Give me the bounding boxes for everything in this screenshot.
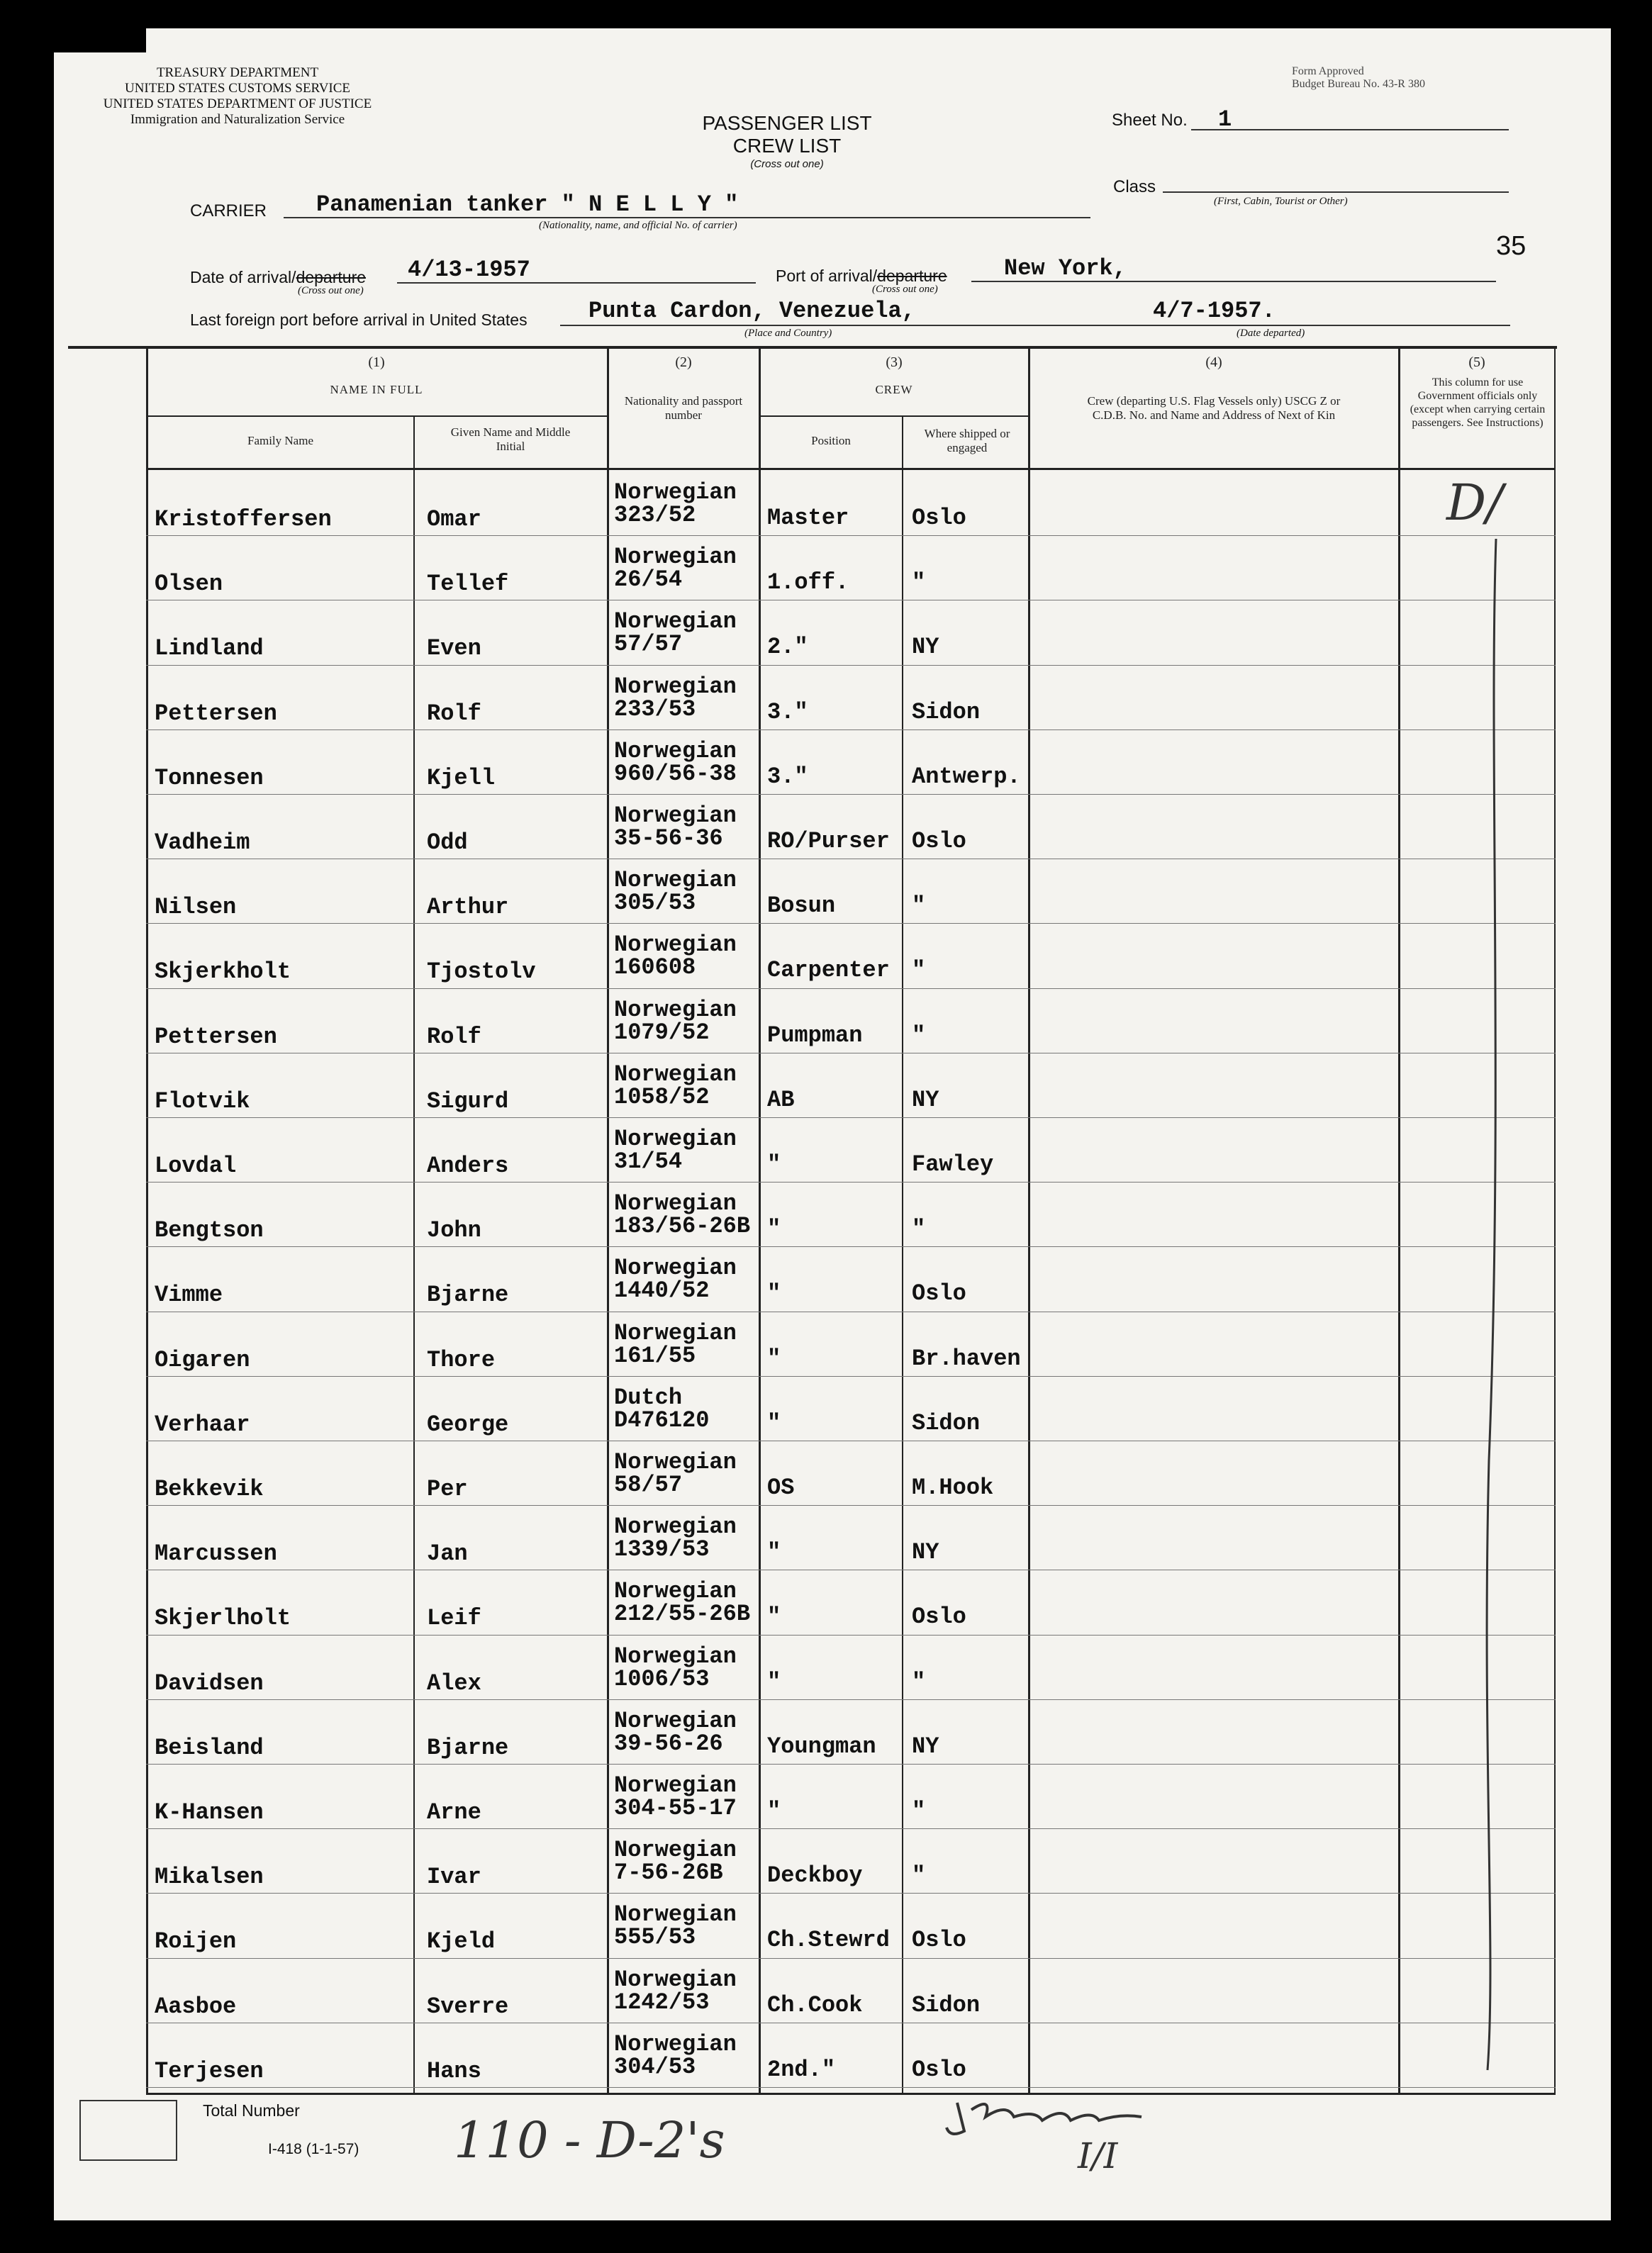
given-name: Arne — [427, 1799, 481, 1826]
crew-position: 3." — [767, 763, 808, 790]
passport-number: 160608 — [614, 954, 696, 981]
nationality: Norwegian — [614, 737, 737, 764]
crew-position: Youngman — [767, 1733, 876, 1760]
row-rule — [146, 1635, 1556, 1636]
crew-position: " — [767, 1409, 781, 1436]
nationality: Norwegian — [614, 1707, 737, 1734]
where-shipped: M.Hook — [912, 1475, 994, 1501]
col-divider-crew — [759, 349, 761, 2093]
nationality: Norwegian — [614, 1578, 737, 1605]
nationality: Norwegian — [614, 1837, 737, 1864]
family-name: Mikalsen — [155, 1864, 264, 1891]
class-note: (First, Cabin, Tourist or Other) — [1214, 196, 1348, 207]
crew-position: 3." — [767, 698, 808, 725]
given-name: Sverre — [427, 1993, 509, 2020]
passport-number: 1079/52 — [614, 1019, 710, 1046]
initials: I/I — [1078, 2135, 1118, 2176]
where-shipped: NY — [912, 1733, 939, 1760]
crew-position: 1.off. — [767, 569, 849, 596]
passport-number: 212/55-26B — [614, 1601, 751, 1628]
row-rule — [146, 1376, 1556, 1377]
handwritten-code: 110 - D-2's — [454, 2111, 725, 2169]
class-label: Class — [1113, 177, 1156, 196]
family-name: Kristoffersen — [155, 506, 332, 532]
row-rule — [146, 1246, 1556, 1247]
family-name: Vadheim — [155, 829, 250, 856]
given-name: Even — [427, 635, 481, 662]
passport-number: 35-56-36 — [614, 825, 723, 851]
given-name: Tjostolv — [427, 958, 536, 985]
family-name: Vimme — [155, 1282, 223, 1309]
nationality: Norwegian — [614, 932, 737, 958]
row-rule — [146, 1764, 1556, 1765]
nationality: Norwegian — [614, 479, 737, 505]
family-name: Aasboe — [155, 1993, 237, 2020]
table-left-border — [146, 349, 148, 2093]
nationality: Norwegian — [614, 1319, 737, 1346]
col4-title: Crew (departing U.S. Flag Vessels only) USCG Z or C.D.B. No. and Name and Address of Next of Kin — [1087, 394, 1341, 422]
passport-number: 39-56-26 — [614, 1730, 723, 1757]
col2-title: Nationality and passport number — [624, 394, 743, 422]
row-rule — [146, 1699, 1556, 1700]
nationality: Norwegian — [614, 996, 737, 1023]
given-name: Arthur — [427, 894, 509, 921]
where-shipped: NY — [912, 634, 939, 661]
crew-position: Bosun — [767, 893, 836, 919]
passport-number: 1058/52 — [614, 1083, 710, 1110]
port-label: Port of arrival/departure — [776, 267, 947, 285]
arrival-date-value: 4/13-1957 — [408, 257, 530, 283]
given-name: Thore — [427, 1346, 496, 1373]
passport-number: 7-56-26B — [614, 1860, 723, 1886]
agency-line-2: UNITED STATES CUSTOMS SERVICE — [124, 81, 351, 96]
col5-mark: D/ — [1446, 474, 1503, 532]
col1-title: NAME IN FULL — [330, 383, 423, 396]
nationality: Norwegian — [614, 1061, 737, 1088]
family-name: K-Hansen — [155, 1799, 264, 1826]
nationality: Norwegian — [614, 1449, 737, 1475]
where-shipped: Sidon — [912, 1409, 981, 1436]
nationality: Norwegian — [614, 803, 737, 829]
given-name: Anders — [427, 1153, 509, 1179]
agency-line-4: Immigration and Naturalization Service — [130, 112, 345, 127]
nationality: Norwegian — [614, 1126, 737, 1152]
given-name: Ivar — [427, 1864, 481, 1891]
port-cross-out-note: (Cross out one) — [872, 284, 938, 295]
position-header: Position — [811, 434, 851, 447]
row-rule — [146, 1958, 1556, 1959]
arrival-cross-out-note: (Cross out one) — [298, 285, 364, 296]
header-bottom-rule — [146, 468, 1556, 470]
where-shipped: Oslo — [912, 1927, 966, 1954]
nationality: Norwegian — [614, 2030, 737, 2057]
crew-position: " — [767, 1798, 781, 1824]
given-name: Hans — [427, 2057, 481, 2084]
where-shipped: " — [912, 1216, 926, 1243]
table-bottom-rule — [146, 2093, 1556, 2095]
given-name-header: Given Name and Middle Initial — [450, 425, 571, 453]
title-cross-out-note: (Cross out one) — [750, 158, 824, 170]
form-approved — [1292, 65, 1425, 91]
given-name: Leif — [427, 1605, 481, 1632]
crew-position: Deckboy — [767, 1862, 863, 1889]
family-name: Marcussen — [155, 1541, 277, 1567]
where-shipped: Antwerp. — [912, 763, 1021, 790]
agency-line-1: TREASURY DEPARTMENT — [156, 65, 319, 80]
given-name: Jan — [427, 1541, 468, 1567]
form-title — [681, 112, 893, 172]
crew-position: Ch.Stewrd — [767, 1927, 890, 1954]
family-name: Flotvik — [155, 1088, 250, 1114]
passport-number: 304-55-17 — [614, 1795, 737, 1821]
where-shipped: " — [912, 1798, 926, 1824]
last-port-underline — [560, 325, 1510, 326]
crew-position: Master — [767, 505, 849, 531]
passport-number: 58/57 — [614, 1472, 683, 1498]
passport-number: 960/56-38 — [614, 760, 737, 787]
given-name: Alex — [427, 1670, 481, 1696]
family-name: Bengtson — [155, 1217, 264, 1244]
agency-block — [85, 65, 390, 128]
col-divider-given — [413, 415, 415, 2093]
row-rule — [146, 1893, 1556, 1894]
passport-number: 1440/52 — [614, 1278, 710, 1304]
family-name: Roijen — [155, 1928, 237, 1955]
total-number-label: Total Number — [203, 2101, 300, 2120]
nationality: Norwegian — [614, 608, 737, 635]
family-name: Davidsen — [155, 1670, 264, 1696]
passport-number: 161/55 — [614, 1342, 696, 1369]
given-name: Tellef — [427, 571, 509, 598]
family-name: Skjerlholt — [155, 1605, 291, 1632]
nationality: Norwegian — [614, 1966, 737, 1993]
passport-number: 1339/53 — [614, 1536, 710, 1563]
nationality: Norwegian — [614, 1772, 737, 1799]
where-shipped: " — [912, 1668, 926, 1695]
sheet-underline — [1191, 129, 1509, 130]
passport-number: 304/53 — [614, 2053, 696, 2080]
family-name: Lovdal — [155, 1153, 237, 1179]
sheet-label: Sheet No. — [1112, 111, 1188, 130]
family-name: Terjesen — [155, 2057, 264, 2084]
given-name: Bjarne — [427, 1282, 509, 1309]
total-number-box — [79, 2100, 177, 2161]
crew-position: " — [767, 1151, 781, 1178]
last-port-value: Punta Cardon, Venezuela, — [588, 298, 915, 324]
carrier-value: Panamenian tanker " N E L L Y " — [316, 191, 739, 218]
passport-number: 1242/53 — [614, 1989, 710, 2016]
nationality: Norwegian — [614, 1255, 737, 1282]
table-right-border — [1554, 349, 1556, 2093]
given-name: Kjell — [427, 764, 496, 791]
given-name: Per — [427, 1476, 468, 1502]
row-rule — [146, 923, 1556, 924]
row-rule — [146, 665, 1556, 666]
crew-position: " — [767, 1604, 781, 1631]
crew-position: OS — [767, 1475, 795, 1501]
carrier-note: (Nationality, name, and official No. of carrier) — [539, 220, 737, 231]
row-rule — [146, 729, 1556, 730]
signature-svg — [943, 2089, 1156, 2145]
given-name: Kjeld — [427, 1928, 496, 1955]
passport-number: D476120 — [614, 1407, 710, 1433]
col3-title: CREW — [875, 383, 913, 396]
where-shipped: NY — [912, 1086, 939, 1113]
table-top-rule — [68, 346, 1557, 349]
form-approved-line-2: Budget Bureau No. 43-R 380 — [1292, 78, 1425, 90]
signature-stroke — [947, 2103, 1142, 2134]
row-rule — [146, 1505, 1556, 1506]
nationality: Norwegian — [614, 544, 737, 571]
official-mark-svg — [1411, 468, 1553, 2091]
given-name: Odd — [427, 829, 468, 856]
row-rule — [146, 1182, 1556, 1183]
row-rule — [146, 2087, 1556, 2088]
crew-position: " — [767, 1345, 781, 1372]
where-shipped: Fawley — [912, 1151, 994, 1178]
passport-number: 183/56-26B — [614, 1213, 751, 1240]
crew-position: " — [767, 1216, 781, 1243]
crew-position: " — [767, 1668, 781, 1695]
family-name: Lindland — [155, 635, 264, 662]
family-name: Bekkevik — [155, 1476, 264, 1502]
passport-number: 1006/53 — [614, 1665, 710, 1692]
family-name: Tonnesen — [155, 764, 264, 791]
nationality: Dutch — [614, 1384, 683, 1411]
where-shipped: Oslo — [912, 1604, 966, 1631]
where-shipped: Oslo — [912, 505, 966, 531]
family-name: Beisland — [155, 1734, 264, 1761]
official-bracket-line — [1487, 539, 1496, 2070]
given-name: George — [427, 1411, 509, 1438]
nationality: Norwegian — [614, 1643, 737, 1670]
title-crew-list: CREW LIST — [732, 135, 842, 157]
col3-number: (3) — [886, 354, 903, 370]
where-shipped: Sidon — [912, 1991, 981, 2018]
port-value: New York, — [1004, 255, 1127, 281]
col-divider-col4 — [1028, 349, 1030, 2093]
crew-position: 2." — [767, 634, 808, 661]
crew-position: AB — [767, 1086, 795, 1113]
agency-line-3: UNITED STATES DEPARTMENT OF JUSTICE — [103, 96, 372, 111]
given-name: Rolf — [427, 1023, 481, 1050]
form-number: I-418 (1-1-57) — [268, 2141, 359, 2157]
date-departed-value: 4/7-1957. — [1153, 298, 1276, 324]
where-shipped: Oslo — [912, 2056, 966, 2083]
passport-number: 31/54 — [614, 1148, 683, 1175]
col1-number: (1) — [368, 354, 385, 370]
nationality: Norwegian — [614, 1514, 737, 1541]
name-subheader-rule — [146, 415, 608, 417]
carrier-label: CARRIER — [190, 201, 267, 220]
row-rule — [146, 988, 1556, 989]
family-name-header: Family Name — [247, 434, 313, 447]
where-shipped: " — [912, 1862, 926, 1889]
crew-position: Carpenter — [767, 957, 890, 984]
family-name: Pettersen — [155, 1023, 277, 1050]
title-passenger-list: PASSENGER LIST — [702, 112, 872, 134]
given-name: Rolf — [427, 700, 481, 727]
col-divider-nationality — [607, 349, 609, 2093]
given-name: John — [427, 1217, 481, 1244]
page-number: 35 — [1496, 231, 1527, 261]
nationality: Norwegian — [614, 1190, 737, 1217]
where-shipped: Oslo — [912, 1280, 966, 1307]
col-divider-shipped — [902, 415, 903, 2093]
col4-number: (4) — [1205, 354, 1222, 370]
where-shipped: NY — [912, 1539, 939, 1566]
nationality: Norwegian — [614, 673, 737, 700]
family-name: Olsen — [155, 571, 223, 598]
place-note: (Place and Country) — [744, 328, 832, 339]
family-name: Pettersen — [155, 700, 277, 727]
row-rule — [146, 794, 1556, 795]
crew-position: 2nd." — [767, 2056, 836, 2083]
given-name: Bjarne — [427, 1734, 509, 1761]
passport-number: 555/53 — [614, 1924, 696, 1951]
crew-position: " — [767, 1539, 781, 1566]
where-shipped: Sidon — [912, 698, 981, 725]
class-underline — [1163, 191, 1509, 193]
scan-corner-mark — [54, 28, 146, 52]
family-name: Verhaar — [155, 1411, 250, 1438]
passport-number: 305/53 — [614, 890, 696, 917]
crew-position: RO/Purser — [767, 828, 890, 854]
row-rule — [146, 1828, 1556, 1829]
given-name: Sigurd — [427, 1088, 509, 1114]
sheet-value: 1 — [1218, 106, 1232, 133]
crew-position: " — [767, 1280, 781, 1307]
col5-title: This column for use Government officials only (except when carrying certain passengers. See Instructions) — [1410, 376, 1546, 429]
col5-number: (5) — [1468, 354, 1485, 370]
nationality: Norwegian — [614, 1901, 737, 1928]
where-shipped: Br.haven — [912, 1345, 1021, 1372]
given-name: Omar — [427, 506, 481, 532]
col2-number: (2) — [675, 354, 692, 370]
family-name: Skjerkholt — [155, 958, 291, 985]
last-port-label: Last foreign port before arrival in United States — [190, 311, 528, 329]
where-shipped: Oslo — [912, 828, 966, 854]
where-shipped: " — [912, 893, 926, 919]
passport-number: 323/52 — [614, 502, 696, 528]
passport-number: 233/53 — [614, 695, 696, 722]
passport-number: 26/54 — [614, 566, 683, 593]
row-rule — [146, 1117, 1556, 1118]
where-shipped: " — [912, 569, 926, 596]
form-approved-line-1: Form Approved — [1292, 65, 1364, 77]
family-name: Nilsen — [155, 894, 237, 921]
where-shipped-header: Where shipped or engaged — [924, 427, 1010, 454]
where-shipped: " — [912, 1022, 926, 1049]
family-name: Oigaren — [155, 1346, 250, 1373]
crew-subheader-rule — [759, 415, 1029, 417]
crew-position: Pumpman — [767, 1022, 863, 1049]
crew-position: Ch.Cook — [767, 1991, 863, 2018]
arrival-date-label: Date of arrival/departure — [190, 268, 367, 286]
col-divider-col5 — [1398, 349, 1400, 2093]
nationality: Norwegian — [614, 867, 737, 894]
passport-number: 57/57 — [614, 631, 683, 658]
date-departed-note: (Date departed) — [1237, 328, 1305, 339]
row-rule — [146, 535, 1556, 536]
where-shipped: " — [912, 957, 926, 984]
